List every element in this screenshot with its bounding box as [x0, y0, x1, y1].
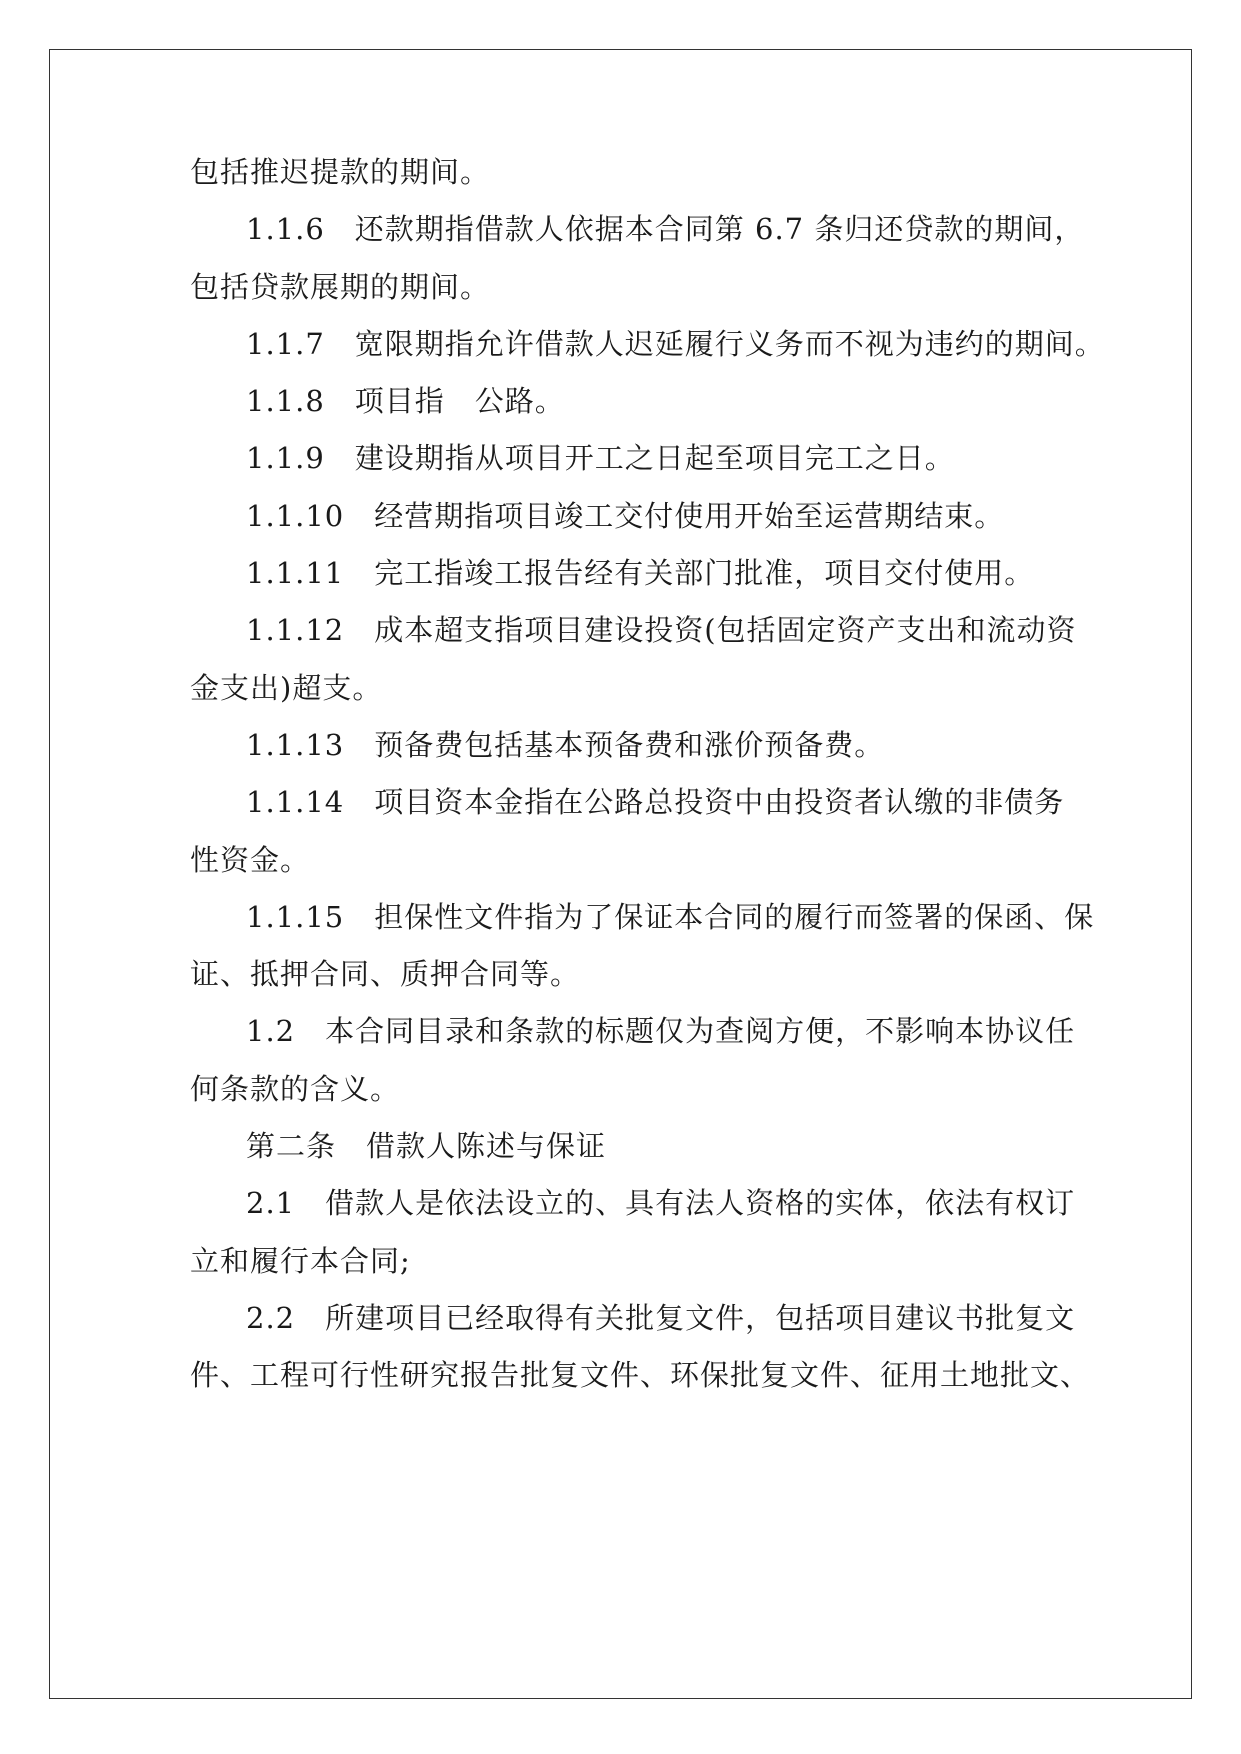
- clause-1-1-10: 1.1.10 经营期指项目竣工交付使用开始至运营期结束。: [246, 499, 1005, 533]
- text-line: 何条款的含义。: [190, 1072, 401, 1106]
- clause-1-1-8: 1.1.8 项目指 公路。: [246, 384, 565, 418]
- text-line: 立和履行本合同;: [190, 1244, 411, 1278]
- clause-1-1-9: 1.1.9 建设期指从项目开工之日起至项目完工之日。: [246, 441, 955, 475]
- clause-1-1-14: 1.1.14 项目资本金指在公路总投资中由投资者认缴的非债务: [246, 785, 1065, 819]
- text-line: 包括推迟提款的期间。: [190, 155, 491, 189]
- clause-1-2: 1.2 本合同目录和条款的标题仅为查阅方便，不影响本协议任: [246, 1014, 1076, 1048]
- clause-1-1-6: 1.1.6 还款期指借款人依据本合同第 6.7 条归还贷款的期间，: [246, 212, 1085, 246]
- text-line: 性资金。: [190, 843, 311, 877]
- clause-2-1: 2.1 借款人是依法设立的、具有法人资格的实体，依法有权订: [246, 1186, 1076, 1220]
- text-line: 证、抵押合同、质押合同等。: [190, 957, 581, 991]
- clause-2-2: 2.2 所建项目已经取得有关批复文件，包括项目建议书批复文: [246, 1301, 1076, 1335]
- clause-1-1-15: 1.1.15 担保性文件指为了保证本合同的履行而签署的保函、保: [246, 900, 1095, 934]
- text-line: 件、工程可行性研究报告批复文件、环保批复文件、征用土地批文、: [190, 1358, 1091, 1392]
- text-line: 包括贷款展期的期间。: [190, 270, 491, 304]
- clause-1-1-13: 1.1.13 预备费包括基本预备费和涨价预备费。: [246, 728, 885, 762]
- clause-1-1-12: 1.1.12 成本超支指项目建设投资(包括固定资产支出和流动资: [246, 613, 1077, 647]
- article-2-heading: 第二条 借款人陈述与保证: [246, 1129, 607, 1163]
- clause-1-1-11: 1.1.11 完工指竣工报告经有关部门批准，项目交付使用。: [246, 556, 1035, 590]
- clause-1-1-7: 1.1.7 宽限期指允许借款人迟延履行义务而不视为违约的期间。: [246, 327, 1105, 361]
- text-line: 金支出)超支。: [190, 671, 383, 705]
